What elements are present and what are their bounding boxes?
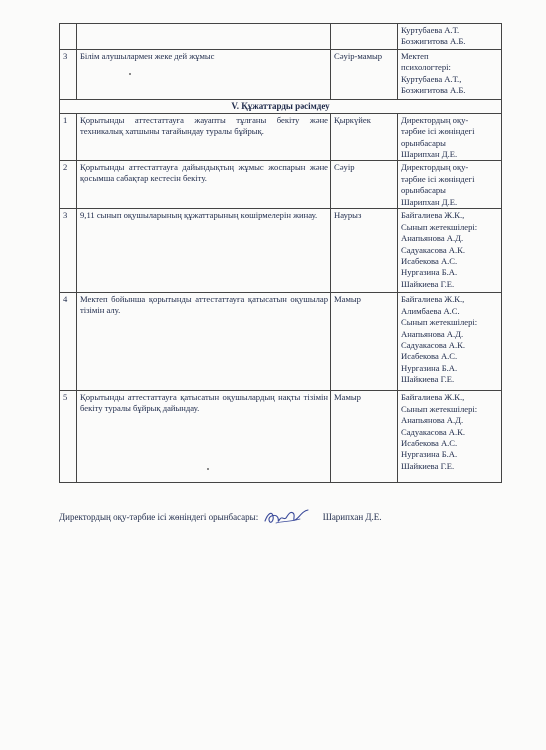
row-number: 3: [60, 50, 77, 100]
responsible-line: Алимбаева А.С.: [401, 305, 460, 316]
responsible-line: Шарипхан Д.Е.: [401, 149, 458, 160]
scan-speck: [129, 73, 131, 75]
responsible-line: Садуакасова А.К.: [401, 426, 466, 437]
responsible-line: Исабекова А.С.: [401, 438, 458, 449]
table-row: [60, 293, 502, 391]
responsible-line: Исабекова А.С.: [401, 256, 458, 267]
responsible-cell: [398, 161, 502, 209]
responsible-line: Садуакасова А.К.: [401, 340, 466, 351]
responsible-line: Анапьянова А.Д.: [401, 415, 464, 426]
responsible-line: орынбасары: [401, 185, 446, 196]
row-number: 1: [60, 113, 77, 161]
responsible-line: Бозжигитова А.Б.: [401, 36, 466, 47]
responsible-line: Анапьянова А.Д.: [401, 233, 464, 244]
responsible-line: Сынып жетекшілері:: [401, 221, 478, 232]
responsible-cell: [398, 209, 502, 293]
deadline-cell: Мамыр: [331, 391, 398, 483]
responsible-line: Анапьянова А.Д.: [401, 328, 464, 339]
deadline-cell: Сәуір-мамыр: [331, 50, 398, 100]
task-cell: Қорытынды аттестаттауға қатысатын оқушылардың нақты тізімін бекіту туралы бұйрық дайындау.: [77, 391, 331, 483]
task-cell: Қорытынды аттестаттауға дайындықтың жұмыс жоспарын және қосымша сабақтар кестесін бекіту.: [77, 161, 331, 209]
responsible-cell: [398, 293, 502, 391]
plan-table: [59, 23, 502, 483]
responsible-line: тәрбие ісі жөніндегі: [401, 173, 475, 184]
responsible-line: психологтері:: [401, 62, 451, 73]
responsible-cell: [398, 24, 502, 50]
responsible-line: Директордың оқу-: [401, 162, 469, 173]
task-cell: Қорытынды аттестаттауға жауапты тұлғаны бекіту және техникалық хатшыны тағайындау туралы бұйрық.: [77, 113, 331, 161]
table-row: [60, 209, 502, 293]
deadline-cell: Мамыр: [331, 293, 398, 391]
row-number: [60, 24, 77, 50]
task-cell: 9,11 сынып оқушыларының құжаттарының көшірмелерін жинау.: [77, 209, 331, 293]
signatory-name: Шарипхан Д.Е.: [322, 512, 382, 523]
table-row: [60, 24, 502, 50]
row-number: 3: [60, 209, 77, 293]
responsible-line: Шарипхан Д.Е.: [401, 196, 458, 207]
responsible-line: Байгалиева Ж.К.,: [401, 392, 465, 403]
responsible-line: тәрбие ісі жөніндегі: [401, 126, 475, 137]
responsible-cell: [398, 50, 502, 100]
responsible-line: Байгалиева Ж.К.,: [401, 294, 465, 305]
responsible-line: Куртубаева А.Т.,: [401, 73, 462, 84]
signature-label: Директордың оқу-тәрбие ісі жөніндегі орынбасары:: [59, 512, 259, 523]
responsible-line: Шайкиева Г.Е.: [401, 460, 455, 471]
responsible-line: Мектеп: [401, 51, 429, 61]
responsible-line: Куртубаева А.Т.: [401, 25, 460, 35]
table-row: [60, 113, 502, 161]
responsible-line: Директордың оқу-: [401, 114, 469, 125]
section-header-row: [60, 100, 502, 114]
table-row: [60, 50, 502, 100]
deadline-cell: [331, 24, 398, 50]
deadline-cell: Наурыз: [331, 209, 398, 293]
responsible-cell: [398, 113, 502, 161]
table-row: [60, 391, 502, 483]
responsible-line: Сынып жетекшілері:: [401, 317, 478, 328]
deadline-cell: Сәуір: [331, 161, 398, 209]
responsible-line: Шайкиева Г.Е.: [401, 278, 455, 289]
handwritten-signature: [262, 507, 312, 529]
scan-speck: [207, 468, 209, 470]
row-number: 2: [60, 161, 77, 209]
responsible-line: Садуакасова А.К.: [401, 244, 466, 255]
responsible-line: Нургазина Б.А.: [401, 449, 458, 460]
responsible-line: Исабекова А.С.: [401, 351, 458, 362]
task-cell: Мектеп бойынша қорытынды аттестаттауға қатысатын оқушылар тізімін алу.: [77, 293, 331, 391]
task-cell: Білім алушылармен жеке дей жұмыс: [77, 50, 331, 100]
signature-block: [59, 507, 499, 529]
task-cell: [77, 24, 331, 50]
responsible-line: Сынып жетекшілері:: [401, 403, 478, 414]
row-number: 4: [60, 293, 77, 391]
section-title: V. Құжаттарды рәсімдеу: [60, 100, 502, 114]
responsible-line: Нургазина Б.А.: [401, 362, 458, 373]
table-row: [60, 161, 502, 209]
responsible-line: Шайкиева Г.Е.: [401, 374, 455, 385]
responsible-line: Байгалиева Ж.К.,: [401, 210, 465, 221]
row-number: 5: [60, 391, 77, 483]
responsible-cell: [398, 391, 502, 483]
responsible-line: Нургазина Б.А.: [401, 267, 458, 278]
responsible-line: орынбасары: [401, 137, 446, 148]
responsible-line: Бозжигитова А.Б.: [401, 85, 466, 96]
deadline-cell: Қыркүйек: [331, 113, 398, 161]
